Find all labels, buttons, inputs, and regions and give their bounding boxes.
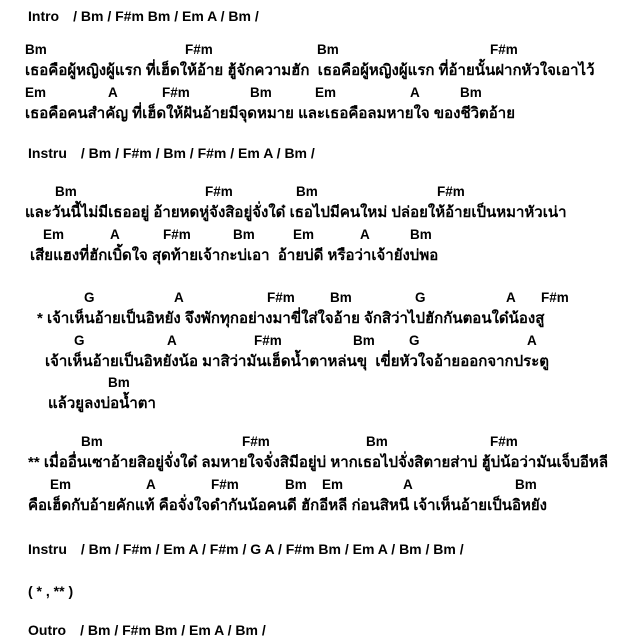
chord: Bm [460,85,482,100]
chord: F#m [490,42,518,57]
chord: A [403,477,413,492]
prechorus-lyric-3: แล้วยูลงบ่อน้ำตา [48,395,156,412]
chord: Bm [233,227,255,242]
chord: Bm [250,85,272,100]
chord: A [506,290,516,305]
chord: F#m [162,85,190,100]
prechorus-chord-row-1 [0,290,620,307]
outro-line [0,622,620,638]
prechorus-chord-row-3 [0,375,620,392]
chord: F#m [185,42,213,57]
verse2-chord-row-2 [0,227,620,244]
verse1-chord-row-2 [0,85,620,102]
verse1-lyric-1: เธอคือผู้หญิงผู้แรก ที่เฮ็ดให้อ้าย ฮู้จักความฮัก เธอคือผู้หญิงผู้แรก ที่อ้ายนั้นฝากหัวใจเอาไว้ [25,62,595,79]
prechorus-lyric-2: เจ้าเห็นอ้ายเป็นอิหยังน้อ มาสิว่ามันเฮ็ดน้ำตาหล่นขุ เขี่ยหัวใจอ้ายออกจากประตู [45,353,549,370]
chord: Em [293,227,315,242]
chord: F#m [242,434,270,449]
verse1-chord-row-1 [0,42,620,59]
chord: Bm [25,42,47,57]
chord: Em [322,477,344,492]
chord: A [146,477,156,492]
chord: Bm [285,477,307,492]
chord: F#m [267,290,295,305]
chord: F#m [211,477,239,492]
chord: Em [43,227,65,242]
chord: A [108,85,118,100]
intro-chord-sequence: / Bm / F#m Bm / Em A / Bm / [73,8,259,24]
intro-line [0,8,620,24]
chord: Bm [108,375,130,390]
verse2-lyric-2: เสียแฮงที่ฮักเบิ้ดใจ สุดท้ายเจ้ากะบ่เอา อ้ายบ่ดี หรือว่าเจ้ายังบ่พอ [30,247,439,264]
chorus-lyric-2: คือเฮ็ดกับอ้ายคักแท้ คือจั่งใจดำกันน้อคนดี ฮักอีหลี ก่อนสิหนี เจ้าเห็นอ้ายเป็นอิหยัง [28,497,548,514]
chord: A [110,227,120,242]
chorus-chord-row-1 [0,434,620,451]
instru1-chord-sequence: / Bm / F#m / Bm / F#m / Em A / Bm / [80,145,315,161]
chord: G [74,333,85,348]
chord: A [360,227,370,242]
verse1-lyric-2: เธอคือคนสำคัญ ที่เฮ็ดให้ฝันอ้ายมีจุดหมาย และเธอคือลมหายใจ ของชีวิตอ้าย [25,105,516,122]
chord: G [415,290,426,305]
chorus-lyric-1: ** เมื่ออื่นเซาอ้ายสิอยู่จั่งใด๋ ลมหายใจจั่งสิมีอยู่บ่ หากเธอไปจั่งสิตายส่าบ่ ฮู้บ่น้อว่ามันเจ็บอีหลี [28,454,609,471]
chord: G [409,333,420,348]
chord: Bm [410,227,432,242]
chord: Bm [55,184,77,199]
chord: Em [25,85,47,100]
chord: A [527,333,537,348]
chord: Em [50,477,72,492]
prechorus-chord-row-2 [0,333,620,350]
prechorus-lyric-1: * เจ้าเห็นอ้ายเป็นอิหยัง จึงพักทุกอย่างมาขี่ใส่ใจอ้าย จักสิว่าไปฮักกันตอนใด๋น้องสู [37,310,545,327]
chord: F#m [205,184,233,199]
outro-chord-sequence: / Bm / F#m Bm / Em A / Bm / [80,622,266,638]
chord: F#m [254,333,282,348]
instru2-label: Instru [28,541,67,557]
chord: Bm [317,42,339,57]
chord: F#m [163,227,191,242]
chord: F#m [541,290,569,305]
instru2-chord-sequence: / Bm / F#m / Em A / F#m / G A / F#m Bm / Em A / Bm / Bm / [80,541,464,557]
chord: F#m [490,434,518,449]
chord: Em [315,85,337,100]
chord: F#m [437,184,465,199]
verse2-lyric-1: และวันนี้ไม่มีเธออยู่ อ้ายหดหู่จังสิอยู่จั่งใด๋ เธอไปมีคนใหม่ ปล่อยให้อ้ายเป็นหมาหัวเน่า [25,204,567,221]
chord: Bm [330,290,352,305]
chord: Bm [296,184,318,199]
chord: Bm [353,333,375,348]
chorus-chord-row-2 [0,477,620,494]
chord: A [410,85,420,100]
chord: G [84,290,95,305]
repeat-marks: ( * , ** ) [28,583,74,599]
instru1-line [0,145,620,161]
verse2-chord-row-1 [0,184,620,201]
instru2-line [0,541,620,557]
outro-label: Outro [28,622,67,638]
intro-label: Intro [28,8,60,24]
chord: A [167,333,177,348]
chord: Bm [81,434,103,449]
chord: Bm [515,477,537,492]
chord: A [174,290,184,305]
instru1-label: Instru [28,145,67,161]
repeat-line [0,583,620,599]
chord: Bm [366,434,388,449]
